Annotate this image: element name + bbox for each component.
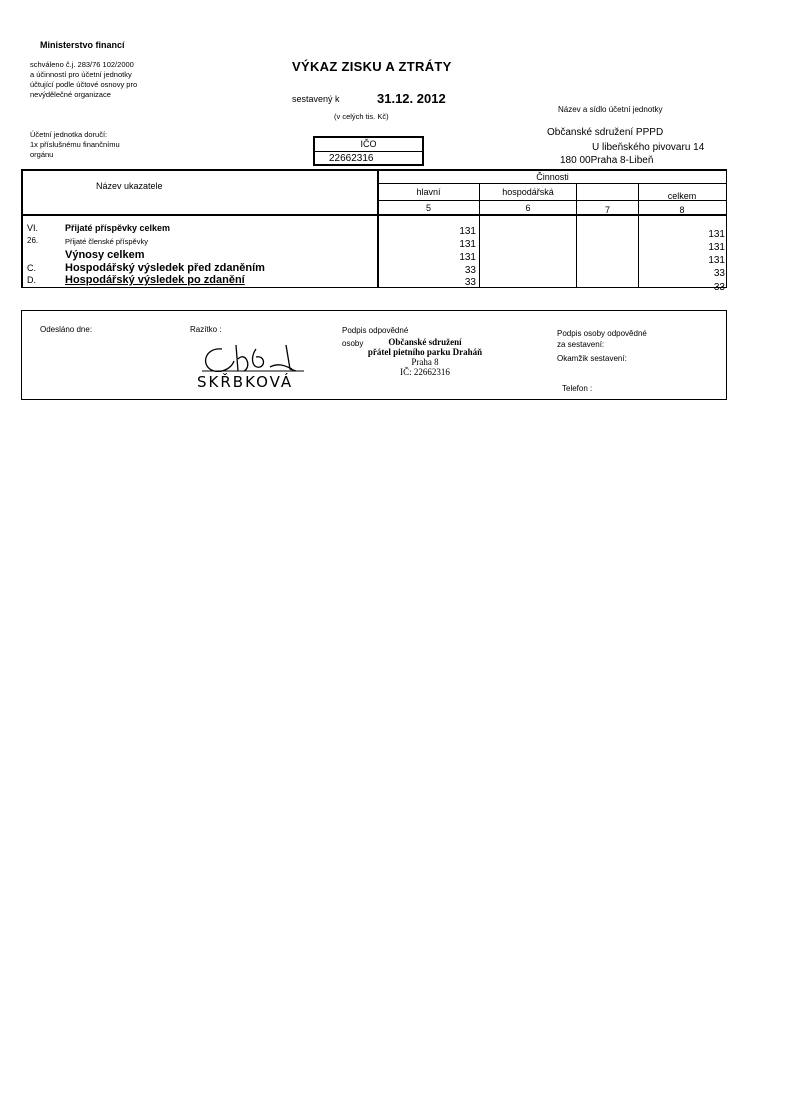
col-main-label: hlavní [416,187,441,197]
units-note: (v celých tis. Kč) [334,112,389,121]
row-total-value: 33 [713,282,725,293]
col-7-number: 7 [604,205,610,215]
row-main-value: 131 [459,239,476,250]
row-code: C. [27,263,36,273]
handwritten-name: SKŘBKOVÁ [197,373,294,391]
row-code: VI. [27,223,39,233]
entity-label: Název a sídlo účetní jednotky [558,105,663,114]
organization-stamp [360,337,490,377]
ico-label: IČO [315,139,422,152]
delivery-line: 1x příslušnému finančnímu [30,140,120,149]
ministry-name: Ministerstvo financí [40,40,125,50]
row-total-value: 131 [708,242,725,253]
stamp-line: přátel pietního parku Draháň [367,347,483,357]
row-total-value: 131 [708,255,725,266]
row-label: Výnosy celkem [65,249,145,261]
row-code: D. [27,275,36,285]
activities-header: Činnosti [536,172,569,182]
row-label: Přijaté příspěvky celkem [65,223,171,233]
prepared-label: sestavený k [292,94,340,104]
approval-line: účtující podle účtové osnovy pro [30,80,138,89]
row-label: Hospodářský výsledek po zdanění [65,274,245,286]
stamp-label: Razítko : [190,325,222,334]
row-code: 26. [27,236,39,245]
responsible-label-2: za sestavení: [557,340,605,349]
approval-line: a účinností pro účetní jednotky [30,70,132,79]
ico-box [313,136,424,166]
entity-name: Občanské sdružení PPPD [547,127,664,138]
stamp-line: Praha 8 [411,357,439,367]
sent-date-label: Odesláno dne: [40,325,93,334]
entity-street: U libeňského pivovaru 14 [592,142,705,153]
delivery-line: orgánu [30,150,54,159]
col-main-number: 5 [425,203,431,213]
entity-city: 180 00Praha 8-Libeň [560,155,654,166]
responsible-label: Podpis osoby odpovědné [557,329,647,338]
income-statement-table [21,169,727,293]
row-main-value: 33 [464,265,476,276]
approval-note [30,60,137,100]
row-main-value: 131 [459,226,476,237]
signatory-label: Podpis odpovědné [342,326,409,335]
moment-label: Okamžik sestavení: [557,354,627,363]
col-total-number: 8 [679,205,685,215]
delivery-note [30,130,120,160]
stamp-line: IČ: 22662316 [400,367,450,377]
indicator-name-header: Název ukazatele [96,181,163,191]
approval-line: schváleno č.j. 283/76 102/2000 [30,60,134,69]
report-date: 31.12. 2012 [377,91,446,106]
approval-line: nevýdělečné organizace [30,90,111,99]
row-main-value: 131 [459,252,476,263]
col-total-label: celkem [667,191,697,201]
col-economic-number: 6 [525,203,531,213]
signature-box [21,310,727,400]
row-label: Přijaté členské příspěvky [65,237,148,246]
document-title: VÝKAZ ZISKU A ZTRÁTY [292,59,452,74]
stamp-line: Občanské sdružení [388,337,462,347]
row-main-value: 33 [464,277,476,288]
col-economic-label: hospodářská [502,187,554,197]
row-label: Hospodářský výsledek před zdaněním [65,262,265,274]
signatory-label-2: osoby [342,339,364,348]
row-total-value: 131 [708,229,725,240]
delivery-line: Účetní jednotka doručí: [30,130,108,139]
ico-value: 22662316 [329,153,374,164]
row-total-value: 33 [713,268,725,279]
phone-label: Telefon : [562,384,593,393]
